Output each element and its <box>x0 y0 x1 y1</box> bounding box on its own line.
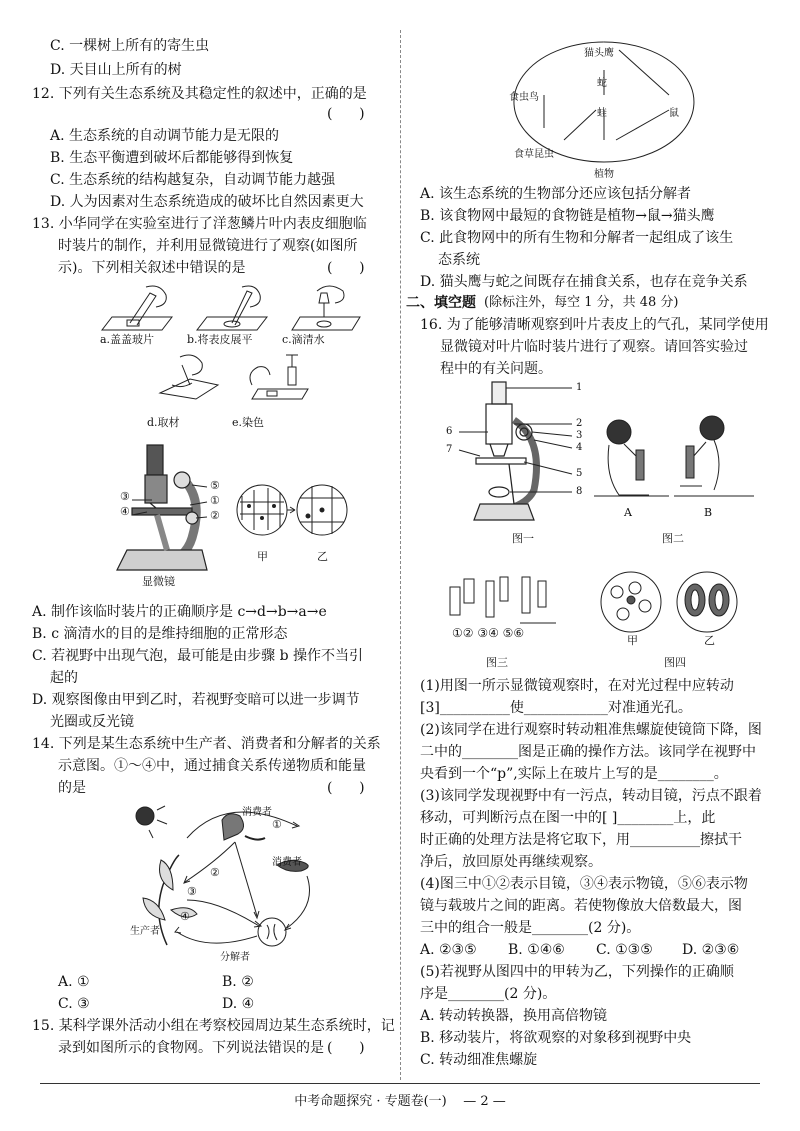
q16-stem-1: 16. 为了能够清晰观察到叶片表皮上的气孔，某同学使用 <box>420 317 769 333</box>
fig1-num-1: 1 <box>576 382 583 393</box>
q11-option-d: D. 天目山上所有的树 <box>50 62 182 78</box>
q16-part5-line1: (5)若视野从图四中的甲转为乙，下列操作的正确顺 <box>420 964 734 980</box>
q16-part3-line4: 净后，放回原处再继续观察。 <box>420 854 602 870</box>
fig1-num-7: 7 <box>446 444 453 455</box>
q15-option-d: D. 猫头鹰与蛇之间既存在捕食关系，也存在竞争关系 <box>420 274 748 290</box>
web-frog: 蛙 <box>597 108 607 119</box>
micro-label-3: ③ <box>120 490 130 503</box>
fig2-label-a: A <box>624 506 632 519</box>
cell-label-yi: 乙 <box>317 550 328 563</box>
q13-option-c-2: 起的 <box>50 670 78 686</box>
q12-option-c: C. 生态系统的结构越复杂，自动调节能力越强 <box>50 172 336 188</box>
q14-stem-1: 14. 下列是某生态系统中生产者、消费者和分解者的关系 <box>32 736 381 752</box>
consumer-label-2: 消费者 <box>272 857 302 868</box>
figure1-microscope <box>454 380 594 530</box>
web-snake: 蛇 <box>597 78 607 89</box>
q16-part3-line1: (3)该同学发现视野中有一污点，转动目镜，污点不跟着 <box>420 788 762 804</box>
q13-option-a: A. 制作该临时装片的正确顺序是 c→d→b→a→e <box>32 604 327 620</box>
q11-option-c: C. 一棵树上所有的寄生虫 <box>50 38 210 54</box>
q15-option-a: A. 该生态系统的生物部分还应该包括分解者 <box>420 186 692 202</box>
fig1-num-2: 2 <box>576 418 583 429</box>
q16-part2-line1: (2)该同学在进行观察时转动粗准焦螺旋使镜筒下降，图 <box>420 722 762 738</box>
q16-part5-option-c: C. 转动细准焦螺旋 <box>420 1052 538 1068</box>
q15-option-c-1: C. 此食物网中的所有生物和分解者一起组成了该生 <box>420 230 734 246</box>
web-plant: 植物 <box>594 169 614 180</box>
q13-option-c-1: C. 若视野中出现气泡，最可能是由步骤 b 操作不当引 <box>32 648 363 664</box>
consumer-label-1: 消费者 <box>242 807 272 818</box>
q12-option-d: D. 人为因素对生态系统造成的破坏比自然因素更大 <box>50 194 364 210</box>
arrow-num-4: ④ <box>180 910 190 923</box>
q13-stem-1: 13. 小华同学在实验室进行了洋葱鳞片叶内表皮细胞临 <box>32 216 367 232</box>
q16-part3-line3: 时正确的处理方法是将它取下，用__________擦拭干 <box>420 832 742 848</box>
page-number: — 2 — <box>463 1094 506 1109</box>
q16-part4-option-b: B. ①④⑥ <box>508 942 565 958</box>
q16-stem-3: 程中的有关问题。 <box>440 361 552 377</box>
ecosystem-cycle-figure <box>127 800 347 960</box>
footer-title: 中考命题探究 · 专题卷(一) <box>294 1094 447 1109</box>
figure3-caption: 图三 <box>486 656 508 669</box>
q15-option-c-2: 态系统 <box>438 252 480 268</box>
web-bird: 食虫鸟 <box>509 92 539 103</box>
step-c-label: c.滴清水 <box>282 333 325 346</box>
q14-stem-3: 的是 <box>58 780 86 796</box>
q16-part1-line1: (1)用图一所示显微镜观察时，在对光过程中应转动 <box>420 678 734 694</box>
q13-option-d-1: D. 观察图像由甲到乙时，若视野变暗可以进一步调节 <box>32 692 360 708</box>
micro-label-1: ① <box>210 494 220 507</box>
decomposer-label: 分解者 <box>220 952 250 963</box>
q13-option-d-2: 光圈或反光镜 <box>50 714 134 730</box>
q15-option-b: B. 该食物网中最短的食物链是植物→鼠→猫头鹰 <box>420 208 715 224</box>
q16-part5-line2: 序是________(2 分)。 <box>420 986 557 1002</box>
fig4-label-yi: 乙 <box>704 634 715 647</box>
slide-prep-steps-figure <box>102 285 362 425</box>
q14-option-a: A. ① <box>58 974 90 990</box>
web-mouse: 鼠 <box>669 108 679 119</box>
fig1-num-6: 6 <box>446 426 453 437</box>
arrow-num-1: ① <box>272 818 282 831</box>
q12-stem: 12. 下列有关生态系统及其稳定性的叙述中，正确的是 <box>32 86 367 102</box>
q16-part4-option-a: A. ②③⑤ <box>420 942 477 958</box>
q16-part4-line2: 镜与载玻片之间的距离。若使物像放大倍数最大，图 <box>420 898 742 914</box>
footer-rule <box>40 1083 760 1084</box>
page-footer <box>0 1090 800 1109</box>
section-2-title: 二、填空题 <box>406 295 476 311</box>
arrow-num-3: ③ <box>187 885 197 898</box>
arrow-num-2: ② <box>210 866 220 879</box>
q16-part4-option-c: C. ①③⑤ <box>596 942 653 958</box>
web-owl: 猫头鹰 <box>584 48 614 59</box>
fig1-num-8: 8 <box>576 486 583 497</box>
figure2-operators <box>594 410 754 510</box>
q16-part2-line2: 二中的________图是正确的操作方法。该同学在视野中 <box>420 744 756 760</box>
fig3-numbers: ①② ③④ ⑤⑥ <box>452 626 525 640</box>
q16-stem-2: 显微镜对叶片临时装片进行了观察。请回答实验过 <box>440 339 748 355</box>
figure4-views <box>599 570 739 640</box>
q14-option-c: C. ③ <box>58 996 90 1012</box>
web-insect: 食草昆虫 <box>514 149 554 160</box>
step-d-label: d.取材 <box>147 416 180 429</box>
micro-label-2: ② <box>210 509 220 522</box>
q16-part3-line2: 移动，可判断污点在图一中的[ ]________上，此 <box>420 810 716 826</box>
q16-part4-line3: 三中的组合一般是________(2 分)。 <box>420 920 641 936</box>
q14-stem-2: 示意图。①～④中，通过捕食关系传递物质和能量 <box>58 758 366 774</box>
q14-option-b: B. ② <box>222 974 254 990</box>
step-e-label: e.染色 <box>232 416 265 429</box>
step-a-label: a.盖盖玻片 <box>100 333 155 346</box>
q16-part2-line3: 央看到一个“p”,实际上在玻片上写的是________。 <box>420 766 728 782</box>
q12-option-b: B. 生态平衡遭到破坏后都能够得到恢复 <box>50 150 294 166</box>
fig1-num-4: 4 <box>576 442 583 453</box>
figure4-caption: 图四 <box>664 656 686 669</box>
micro-label-5: ⑤ <box>210 479 220 492</box>
producer-label: 生产者 <box>130 926 160 937</box>
column-divider <box>400 30 401 1080</box>
q16-part4-line1: (4)图三中①②表示目镜，③④表示物镜，⑤⑥表示物 <box>420 876 748 892</box>
q13-option-b: B. c 滴清水的目的是维持细胞的正常形态 <box>32 626 288 642</box>
cell-label-jia: 甲 <box>257 550 268 563</box>
q13-stem-3: 示)。下列相关叙述中错误的是 <box>58 260 246 276</box>
fig1-num-5: 5 <box>576 468 583 479</box>
figure2-caption: 图二 <box>662 532 684 545</box>
q14-answer-paren: ( ) <box>327 780 365 796</box>
q12-answer-paren: ( ) <box>327 106 365 122</box>
q13-stem-2: 时装片的制作，并利用显微镜进行了观察(如图所 <box>58 238 358 254</box>
figure1-caption: 图一 <box>512 532 534 545</box>
q16-part5-option-a: A. 转动转换器，换用高倍物镜 <box>420 1008 608 1024</box>
fig4-label-jia: 甲 <box>627 634 638 647</box>
q12-option-a: A. 生态系统的自动调节能力是无限的 <box>50 128 280 144</box>
section-2-note: (除标注外，每空 1 分，共 48 分) <box>484 295 679 310</box>
microscope-figure <box>112 440 372 585</box>
step-b-label: b.将表皮展平 <box>187 333 253 346</box>
fig2-label-b: B <box>704 506 713 519</box>
q15-answer-paren: ( ) <box>327 1040 365 1056</box>
q16-part5-option-b: B. 移动装片，将欲观察的对象移到视野中央 <box>420 1030 692 1046</box>
q16-part4-option-d: D. ②③⑥ <box>682 942 740 958</box>
fig1-num-3: 3 <box>576 430 583 441</box>
q15-stem-2: 录到如图所示的食物网。下列说法错误的是 <box>58 1040 324 1056</box>
microscope-caption: 显微镜 <box>142 575 175 588</box>
q16-part1-line2: [3]__________使____________对准通光孔。 <box>420 700 692 716</box>
q13-answer-paren: ( ) <box>327 260 365 276</box>
q15-stem-1: 15. 某科学课外活动小组在考察校园周边某生态系统时，记 <box>32 1018 395 1034</box>
micro-label-4: ④ <box>120 505 130 518</box>
q14-option-d: D. ④ <box>222 996 255 1012</box>
